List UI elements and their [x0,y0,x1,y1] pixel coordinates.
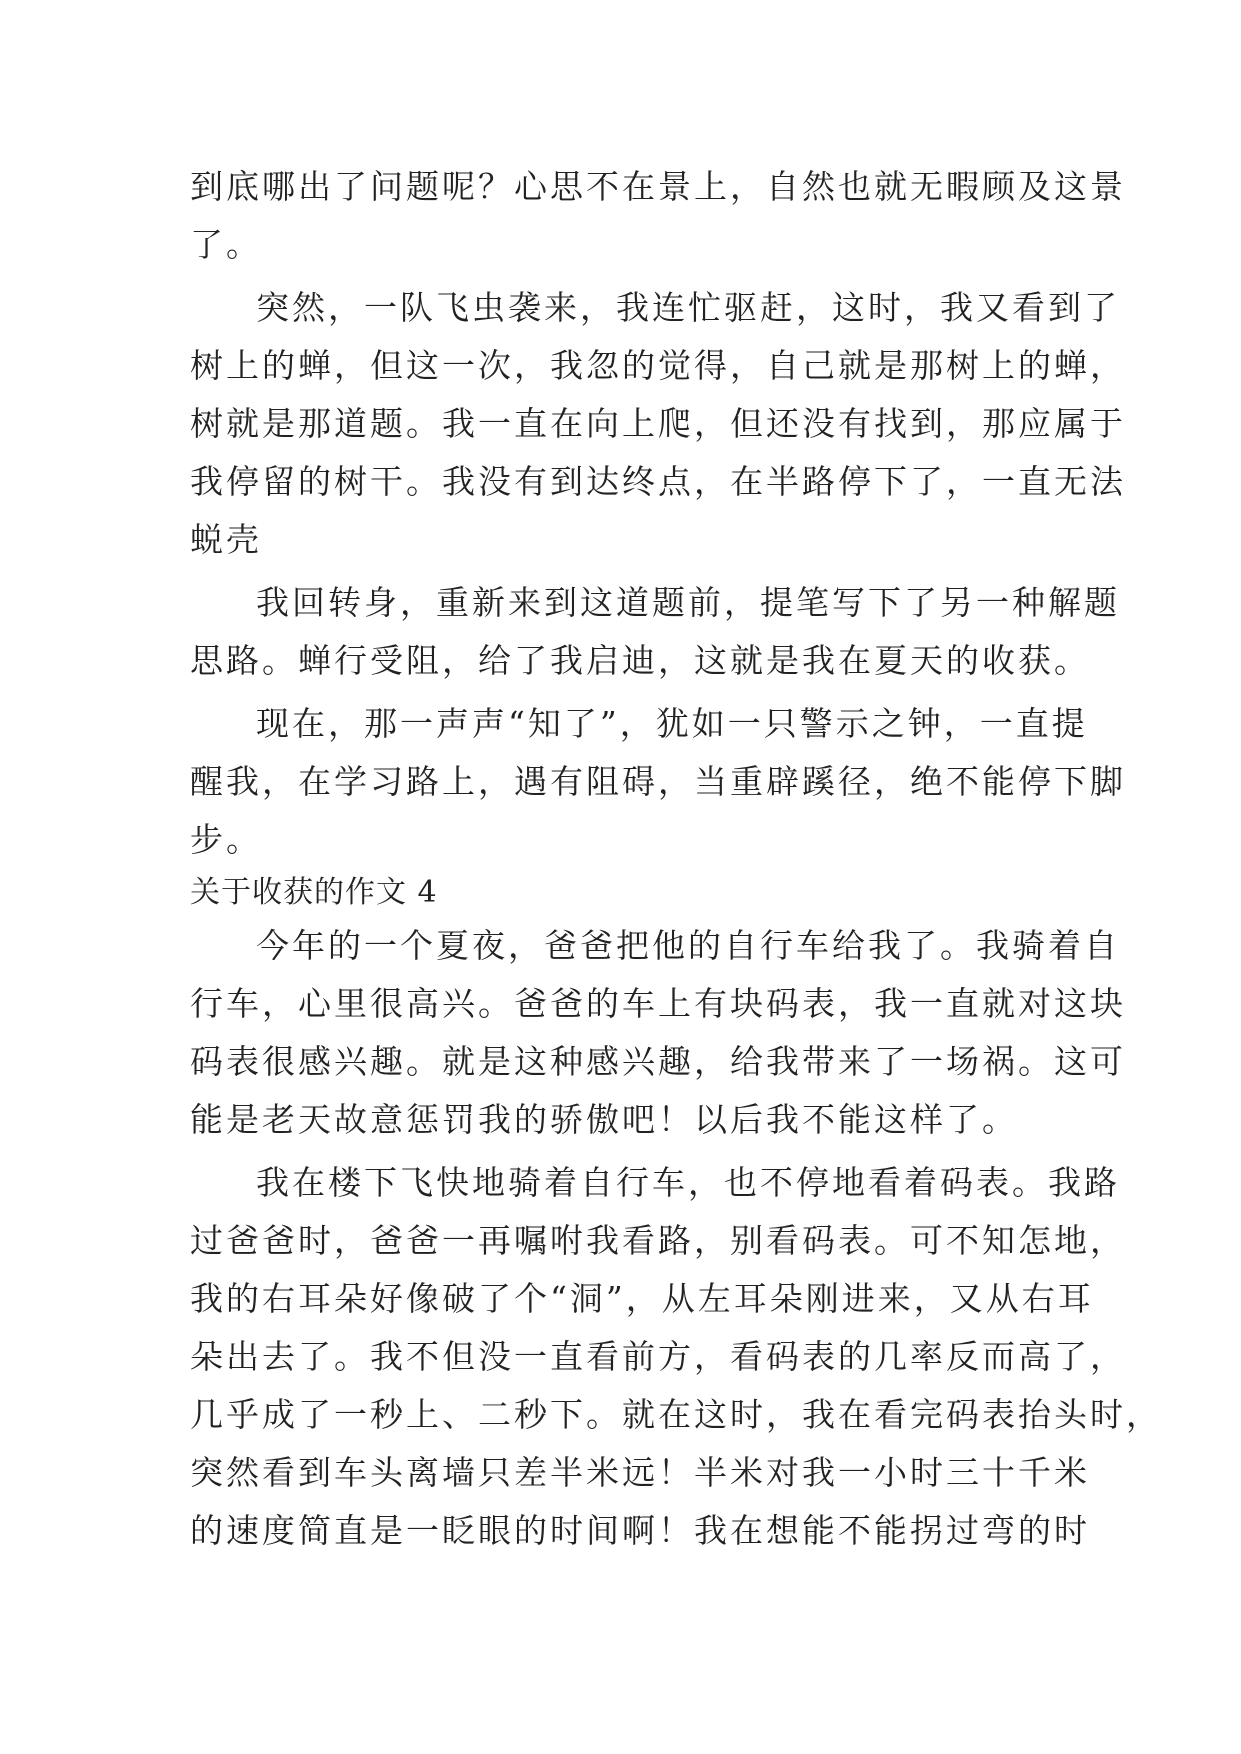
text-line: 突然看到车头离墙只差半米远！半米对我一小时三十千米 [190,1453,1090,1492]
document-body [190,158,1162,1560]
text-line: 我停留的树干。我没有到达终点，在半路停下了，一直无法 [190,462,1126,501]
text-line: 朵出去了。我不但没一直看前方，看码表的几率反而高了， [190,1337,1126,1376]
text-line: 步。 [190,820,262,859]
paragraph [190,279,1126,569]
text-line: 码表很感兴趣。就是这种感兴趣，给我带来了一场祸。这可 [190,1042,1126,1081]
paragraph [190,695,1126,869]
section-heading: 关于收获的作文 4 [190,875,438,910]
text-line: 树就是那道题。我一直在向上爬，但还没有找到，那应属于 [190,404,1126,443]
text-line: 今年的一个夏夜，爸爸把他的自行车给我了。我骑着自 [256,926,1120,965]
text-line: 的速度简直是一眨眼的时间啊！我在想能不能拐过弯的时 [190,1511,1090,1550]
text-line: 蜕壳 [190,520,262,559]
text-line: 我回转身，重新来到这道题前，提笔写下了另一种解题 [256,583,1120,622]
text-line: 能是老天故意惩罚我的骄傲吧！以后我不能这样了。 [190,1100,1018,1139]
paragraph [190,158,1126,274]
text-line: 了。 [190,225,262,264]
paragraph [190,574,1120,690]
text-line: 行车，心里很高兴。爸爸的车上有块码表，我一直就对这块 [190,984,1126,1023]
text-line: 突然，一队飞虫袭来，我连忙驱赶，这时，我又看到了 [256,288,1120,327]
text-line: 我的右耳朵好像破了个“洞”，从左耳朵刚进来，又从右耳 [190,1279,1094,1318]
text-line: 现在，那一声声“知了”，犹如一只警示之钟，一直提 [256,704,1088,743]
text-line: 到底哪出了问题呢？心思不在景上，自然也就无暇顾及这景 [190,167,1126,206]
text-line: 过爸爸时，爸爸一再嘱咐我看路，别看码表。可不知怎地， [190,1221,1126,1260]
text-line: 我在楼下飞快地骑着自行车，也不停地看着码表。我路 [256,1163,1120,1202]
text-line: 几乎成了一秒上、二秒下。就在这时，我在看完码表抬头时， [190,1395,1162,1434]
paragraph [190,917,1126,1149]
text-line: 树上的蝉，但这一次，我忽的觉得，自己就是那树上的蝉， [190,346,1126,385]
text-line: 醒我，在学习路上，遇有阻碍，当重辟蹊径，绝不能停下脚 [190,762,1126,801]
text-line: 思路。蝉行受阻，给了我启迪，这就是我在夏天的收获。 [190,641,1090,680]
paragraph [190,1154,1162,1560]
